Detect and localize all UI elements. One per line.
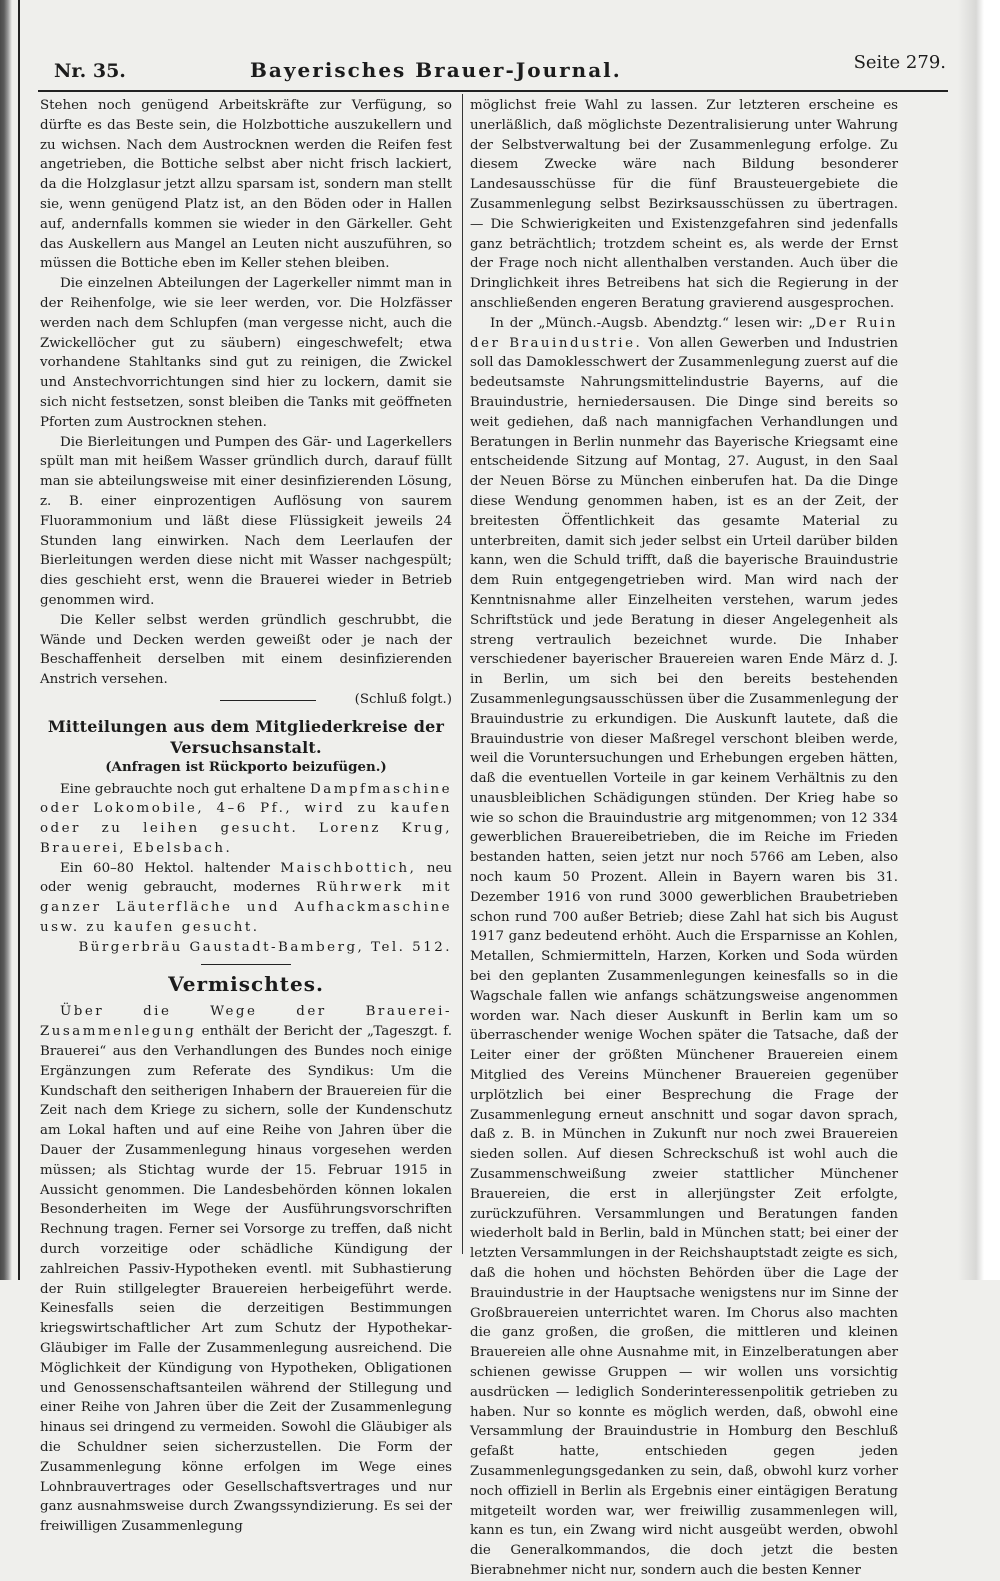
closing-note: (Schluß folgt.)	[40, 690, 452, 710]
short-rule	[201, 964, 291, 965]
right-column	[470, 96, 898, 1581]
issue-number: Nr. 35.	[54, 60, 126, 82]
paragraph: Die Keller selbst werden gründlich geschrubbt, die Wände und Decken werden geweißt oder je nach der Beschaffenheit derselben mit einem desinfizierenden Anstrich versehen.	[40, 612, 452, 688]
paragraph: Stehen noch genügend Arbeitskräfte zur Verfügung, so dürfte es das Beste sein, die Holzbottiche auszukellern und zu wichsen. Nach dem Austrocknen werden die Reifen fest angetrieben, die Bottiche selbst aber nicht frisch lackiert, da die Holzglasur jetzt allzu sparsam ist, sondern man stellt sie, wenn genügend Platz ist, an den Böden oder in Hallen auf, andernfalls kommen sie wieder in den Gärkeller. Geht das Auskellern aus Mangel an Leuten nicht auszuführen, so müssen die Bottiche eben im Keller stehen bleiben.	[40, 98, 452, 272]
notice-signature: Bürgerbräu Gaustadt-Bamberg, Tel. 512.	[78, 939, 452, 955]
short-rule	[220, 700, 316, 701]
notice-item: Eine gebrauchte noch gut erhaltene Dampfmaschine oder Lokomobile, 4–6 Pf., wird zu kaufen oder zu leihen gesucht. Lorenz Krug, Brauerei, Ebelsbach.	[40, 781, 452, 856]
paragraph: In der „Münch.-Augsb. Abendztg.“ lesen wir: „Der Ruin der Brauindustrie. Von allen Gewerben und Industrien soll das Damoklesschwert der Zusammenlegung zuerst auf die bedeutsamste Nahrungsmittelindustrie Bayerns, auf die Brauindustrie, herniedersausen. Die Dinge sind bereits so weit gediehen, daß nach mannigfachen Verhandlungen und Beratungen in Berlin nunmehr das Bayerische Kriegsamt eine entscheidende Sitzung auf Montag, 27. August, in den Saal der Neuen Börse zu München einberufen hat. Da die Dinge diese Wendung genommen haben, ist es an der Zeit, der breitesten Öffentlichkeit das gesamte Material zu unterbreiten, damit sich jeder selbst ein Urteil darüber bilden kann, wen die Schuld trifft, daß die bayerische Brauindustrie dem Ruin entgegengetrieben wird. Man wird nach der Kenntnisnahme aller Einzelheiten verstehen, warum jedes Schriftstück und jede Beratung in dieser Angelegenheit als streng vertraulich bezeichnet wurde. Die Inhaber verschiedener bayerischer Brauereien waren Ende März d. J. in Berlin, um sich bei den bereits bestehenden Zusammenlegungsausschüssen über die Zusammenlegung der Brauindustrie zu erkundigen. Die Auskunft lautete, daß die Brauindustrie von dieser Maßregel verschont bleiben werde, weil die Voruntersuchungen und Erhebungen ergeben hätten, daß die eventuellen Vorteile in gar keinem Verhältnis zu den unausbleiblichen Schädigungen stünden. Der Krieg habe so wie so schon die Brauindustrie arg mitgenommen; von 12 334 gewerblichen Brauereibetrieben, die im Reiche im Frieden bestanden hatten, seien jetzt nur noch 5766 am Leben, also noch kaum 50 Prozent. Allein in Bayern waren bis 31. Dezember 1916 von rund 3000 gewerblichen Braubetrieben schon rund 700 außer Betrieb; diese Zahl hat sich bis August 1917 ganz bedeutend erhöht. Auch die Ersparnisse an Kohlen, Metallen, Schmiermitteln, Harzen, Korken und Soda würden bei den geplanten Zusammenlegungen keinesfalls so in die Wagschale fallen wie anfangs schätzungsweise angenommen worden war. Nach dieser Auskunft in Berlin kam um so überraschender wenige Wochen später die Tatsache, daß der Leiter einer der größten Münchener Brauereien einem Mitglied des Vereins Münchener Brauereien gegenüber urplötzlich bei einer Besprechung die Frage der Zusammenlegung erneut anschnitt und sogar davon sprach, daß z. B. in München in Zukunft nur noch zwei Brauereien sieden sollen. Auf diesen Schreckschuß ist wohl auch die Zusammenschweißung zweier stattlicher Münchener Brauereien, die erst in allerjüngster Zeit erfolgte, zurückzuführen. Versammlungen und Beratungen fanden wiederholt bald in Berlin, bald in München statt; bei einer der letzten Versammlungen in der Reichshauptstadt zeigte es sich, daß die hohen und höchsten Behörden über die Lage der Brauindustrie in der Hauptsache wenigstens nur im Sinne der Großbrauereien unterrichtet waren. Im Chorus also machten die ganz großen, die großen, die mittleren und kleinen Brauereien alle ohne Ausnahme mit, in Einzelberatungen aber schienen gewisse Gruppen — wir wollen uns vorsichtig ausdrücken — lediglich Sonderinteressenpolitik getrieben zu haben. Nur so konnte es möglich werden, daß, obwohl eine Versammlung der Brauindustrie in Homburg den Beschluß gefaßt hatte, entschieden gegen jeden Zusammenlegungsgedanken zu sein, daß, obwohl kurz vorher noch offiziell in Berlin als Ergebnis einer eintägigen Beratung mitgeteilt worden war, wer freiwillig zusammenlegen will, kann es tun, ein Zwang wird nicht ausgeübt werden, obwohl die Generalkommandos, die doch jetzt die besten Bierabnehmer nicht nur, sondern auch die besten Kenner	[470, 315, 898, 1578]
page-header	[34, 50, 950, 84]
left-column	[40, 96, 452, 1537]
scan-edge-left	[0, 0, 12, 1280]
paragraph: möglichst freie Wahl zu lassen. Zur letzteren erscheine es unerläßlich, daß möglichste Dezentralisierung unter Wahrung der Selbstverwaltung bei der Zusammenlegung erfolge. Zu diesem Zwecke wäre nach Bildung besonderer Landesausschüsse für die fünf Brausteuergebiete die Zusammenlegung selbst Bezirksausschüssen zu übertragen. — Die Schwierigkeiten und Existenzgefahren sind jedenfalls ganz beträchtlich; trotzdem scheint es, als werde der Ernst der Frage noch nicht allenthalben verstanden. Auch über die Dringlichkeit ihres Betreibens hat sich die Regierung in der anschließenden engeren Beratung gravierend ausgesprochen.	[470, 98, 898, 311]
notice-item: Ein 60–80 Hektol. haltender Maischbottich, neu oder wenig gebraucht, modernes Rührwerk mit ganzer Läuterfläche und Aufhackmaschine usw. zu kaufen gesucht.	[40, 860, 452, 936]
column-divider	[462, 94, 463, 1254]
newspaper-page	[34, 50, 950, 1578]
journal-title: Bayerisches Brauer-Journal.	[250, 58, 622, 82]
scan-edge-right	[958, 0, 1000, 1280]
page-number: Seite 279.	[853, 52, 946, 73]
header-rule	[38, 90, 948, 92]
paragraph: Über die Wege der Brauerei-Zusammenlegung enthält der Bericht der „Tageszgt. f. Brauerei“ aus den Verhandlungen des Bundes noch einige Ergänzungen zum Referate des Syndikus: Um die Kundschaft den seitherigen Inhabern der Brauereien für die Zeit nach dem Kriege zu sichern, solle der Kundenschutz am Lokal haften und auf eine Reihe von Jahren über die Dauer der Zusammenlegung hinaus vorgesehen werden müssen; als Stichtag wurde der 15. Februar 1915 in Aussicht genommen. Die Landesbehörden können lokalen Besonderheiten im Wege der Ausführungsvorschriften Rechnung tragen. Ferner sei Vorsorge zu treffen, daß nicht durch vorzeitige oder schädliche Kündigung der zahlreichen Passiv-Hypotheken eventl. mit Subhastierung der Ruin stillgelegter Brauereien herbeigeführt werde. Keinesfalls seien die derzeitigen Bestimmungen kriegswirtschaftlicher Art zum Schutz der Hypothekar-Gläubiger im Falle der Zusammenlegung ausreichend. Die Möglichkeit der Kündigung von Hypotheken, Obligationen und Genossenschaftsanteilen während der Stillegung und einer Reihe von Jahren über die Zeit der Zusammenlegung hinaus sei dringend zu vermeiden. Sowohl die Gläubiger als die Schuldner seien sicherzustellen. Die Form der Zusammenlegung könne erfolgen im Wege eines Lohnbrauvertrages oder Gesellschaftsvertrages und nur ganz ausnahmsweise durch Zwangssyndizierung. Es sei der freiwilligen Zusammenlegung	[40, 1004, 452, 1535]
scan-fold-line	[18, 0, 20, 1280]
paragraph: Die Bierleitungen und Pumpen des Gär- und Lagerkellers spült man mit heißem Wasser gründlich durch, darauf füllt man sie abteilungsweise mit einer desinfizierenden Lösung, z. B. einer einprozentigen Auflösung von saurem Fluorammonium und läßt diese Flüssigkeit jeweils 24 Stunden lang einwirken. Nach dem Leerlaufen der Bierleitungen werden diese nicht mit Wasser nachgespült; dies geschieht erst, wenn die Brauerei wieder in Betrieb genommen wird.	[40, 434, 452, 608]
section-title-mitteilungen: Mitteilungen aus dem Mitgliederkreise der Versuchsanstalt.	[47, 716, 445, 757]
paragraph: Die einzelnen Abteilungen der Lagerkeller nimmt man in der Reihenfolge, wie sie leer werden, vor. Die Holzfässer werden nach dem Schlupfen (man vergesse nicht, auch die Zwickellöcher gut zu säubern) eingeschwefelt; etwa vorhandene Stahltanks sind gut zu reinigen, die Zwickel und Anstechvorrichtungen sind hier zu lockern, damit sie sich nicht festsetzen, sonst bleiben die Tanks mit geöffneten Pforten zum Austrocknen stehen.	[40, 276, 452, 430]
section-title-vermischtes: Vermischtes.	[168, 971, 324, 996]
section-subtitle: (Anfragen ist Rückporto beizufügen.)	[105, 758, 387, 775]
